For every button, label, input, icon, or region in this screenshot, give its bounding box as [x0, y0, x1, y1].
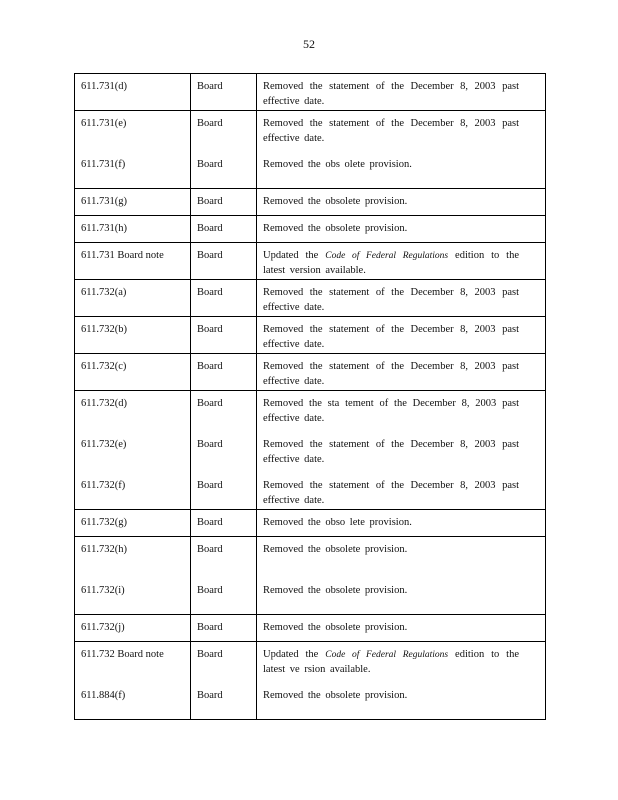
section-cell [75, 537, 191, 614]
section-line: 611.732 Board note [81, 649, 164, 660]
source-line: Board [197, 690, 223, 701]
revision-cell [257, 317, 545, 353]
table-row [75, 353, 545, 390]
revision-line: Removed the obsolete provision. [263, 196, 408, 207]
section-line: 611.732(e) [81, 439, 127, 450]
table-row [75, 614, 545, 641]
revision-line [257, 243, 545, 279]
revision-cell [257, 189, 545, 215]
section-line: 611.732(f) [81, 480, 126, 491]
revision-line: Removed the statement of the December 8, 2003 past effective date. [263, 81, 519, 107]
revision-cell [257, 280, 545, 316]
source-line: Board [197, 622, 223, 633]
source-cell [191, 391, 257, 509]
section-cell [75, 642, 191, 719]
section-cell [75, 111, 191, 188]
source-line: Board [197, 159, 223, 170]
source-cell [191, 537, 257, 614]
source-line: Board [197, 196, 223, 207]
table-row [75, 110, 545, 188]
source-line: Board [197, 287, 223, 298]
section-cell [75, 243, 191, 279]
source-cell [191, 317, 257, 353]
section-line: 611.732(d) [81, 398, 127, 409]
section-cell [75, 216, 191, 242]
revision-line: Removed the statement of the December 8, 2003 past effective date. [263, 324, 519, 350]
source-cell [191, 189, 257, 215]
revision-line: Removed the obso lete provision. [263, 517, 412, 528]
section-line: 611.732(c) [81, 361, 127, 372]
revision-line: Removed the obsolete provision. [263, 622, 408, 633]
source-line: Board [197, 649, 223, 660]
section-line: 611.732(j) [81, 622, 125, 633]
table-row [75, 536, 545, 614]
page-number: 52 [303, 37, 315, 51]
section-line: 611.732(a) [81, 287, 127, 298]
section-line: 611.731(e) [81, 118, 127, 129]
revision-line: Removed the obsolete provision. [263, 690, 408, 701]
revision-line: Removed the obsolete provision. [263, 544, 408, 555]
section-cell [75, 189, 191, 215]
revision-line: Removed the obs olete provision. [263, 159, 412, 170]
table-row [75, 215, 545, 242]
section-cell [75, 280, 191, 316]
revision-suffix: edition to the latest ve rsion available. [263, 649, 520, 675]
revision-citation: Code of Federal Regulations [325, 251, 449, 261]
revision-line: Removed the statement of the December 8, 2003 past effective date. [263, 480, 519, 506]
table-row [75, 316, 545, 353]
section-line: 611.732(g) [81, 517, 127, 528]
source-line: Board [197, 517, 223, 528]
revision-cell [257, 642, 545, 719]
revision-line [257, 642, 545, 683]
section-line: 611.731(g) [81, 196, 127, 207]
source-line: Board [197, 480, 223, 491]
section-cell [75, 615, 191, 641]
section-line: 611.731(d) [81, 81, 127, 92]
source-cell [191, 216, 257, 242]
section-line: 611.732(i) [81, 585, 125, 596]
revision-line: Removed the sta tement of the December 8, 2003 past effective date. [263, 398, 519, 424]
source-cell [191, 354, 257, 390]
source-line: Board [197, 118, 223, 129]
source-line: Board [197, 544, 223, 555]
table-row [75, 74, 545, 110]
revision-cell [257, 216, 545, 242]
revision-cell [257, 74, 545, 110]
section-line: 611.731(f) [81, 159, 126, 170]
revision-cell [257, 615, 545, 641]
revision-cell [257, 510, 545, 536]
revision-line: Removed the statement of the December 8, 2003 past effective date. [263, 287, 519, 313]
table-row [75, 242, 545, 279]
section-cell [75, 74, 191, 110]
source-line: Board [197, 81, 223, 92]
source-line: Board [197, 398, 223, 409]
revision-cell [257, 537, 545, 614]
source-cell [191, 111, 257, 188]
revision-line: Removed the obsolete provision. [263, 585, 408, 596]
source-cell [191, 615, 257, 641]
source-cell [191, 280, 257, 316]
revision-line: Removed the statement of the December 8, 2003 past effective date. [263, 361, 519, 387]
table-row [75, 279, 545, 316]
source-line: Board [197, 361, 223, 372]
section-cell [75, 354, 191, 390]
revision-cell [257, 391, 545, 509]
section-cell [75, 391, 191, 509]
revision-line: Removed the statement of the December 8, 2003 past effective date. [263, 118, 519, 144]
revision-cell [257, 354, 545, 390]
source-cell [191, 642, 257, 719]
revision-cell [257, 243, 545, 279]
table-row [75, 641, 545, 719]
section-cell [75, 510, 191, 536]
table-row [75, 509, 545, 536]
revision-suffix: edition to the latest version available. [263, 250, 520, 276]
source-cell [191, 510, 257, 536]
revision-line: Removed the statement of the December 8, 2003 past effective date. [263, 439, 519, 465]
section-cell [75, 317, 191, 353]
revision-cell [257, 111, 545, 188]
table-row [75, 390, 545, 509]
section-line: 611.732(h) [81, 544, 127, 555]
table-row [75, 188, 545, 215]
section-line: 611.732(b) [81, 324, 127, 335]
revision-line: Removed the obsolete provision. [263, 223, 408, 234]
section-line: 611.731(h) [81, 223, 127, 234]
revision-citation: Code of Federal Regulations [325, 650, 449, 660]
source-line: Board [197, 585, 223, 596]
source-line: Board [197, 223, 223, 234]
source-line: Board [197, 250, 223, 261]
revisions-table [74, 73, 546, 720]
source-line: Board [197, 324, 223, 335]
source-cell [191, 74, 257, 110]
section-line: 611.884(f) [81, 690, 126, 701]
source-cell [191, 243, 257, 279]
source-line: Board [197, 439, 223, 450]
revision-prefix: Updated the [263, 250, 319, 261]
revision-prefix: Updated the [263, 649, 319, 660]
section-line: 611.731 Board note [81, 250, 164, 261]
